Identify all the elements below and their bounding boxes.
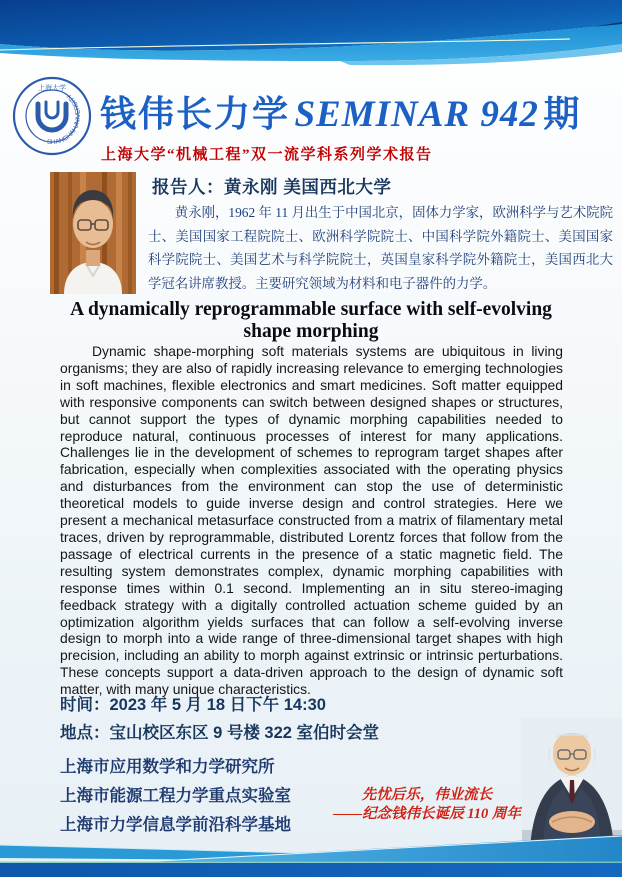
top-banner-graphic [0, 0, 622, 74]
title-chinese: 钱伟长力学 [100, 94, 291, 134]
organizer-item: 上海市力学信息学前沿科学基地 [60, 816, 291, 834]
title-suffix: 期 [543, 94, 582, 134]
bottom-banner-graphic [0, 835, 622, 877]
memorial-motto [318, 786, 536, 824]
logo-top-text: 上海大学 [38, 85, 66, 92]
talk-title [40, 299, 582, 342]
university-logo [12, 76, 92, 156]
motto-line1: 先忧后乐，伟业流长 [361, 787, 493, 803]
talk-title-line2: shape morphing [243, 320, 379, 342]
qian-weichang-photo [522, 718, 622, 850]
seminar-time: 时间：2023 年 5 月 18 日下午 14:30 [60, 696, 326, 714]
speaker-label: 报告人：黄永刚 美国西北大学 [152, 177, 392, 197]
logo-ring-text: SHANGHAI UNIVERSITY [46, 92, 83, 147]
organizer-item: 上海市能源工程力学重点实验室 [60, 787, 291, 805]
speaker-bio: 黄永刚，1962 年 11 月出生于中国北京，固体力学家，欧洲科学与艺术院院士、美国国家工程院院士、欧洲科学院院士、中国科学院外籍院士、美国国家科学院院士、美国艺术与科学院院士，英国皇家科学院外籍院士，美国西北大学冠名讲席教授。主要研究领域为材料和电子器件的力学。 [148, 205, 613, 291]
organizer-list [60, 753, 291, 840]
organizer-item: 上海市应用数学和力学研究所 [60, 758, 275, 776]
talk-abstract: Dynamic shape-morphing soft materials systems are ubiquitous in living organisms; they are also of rapidly increasing relevance to emerging technologies in soft machines, flexible electronics and smart medicines. Soft matter equipped with responsive components can switch between designed shapes or structures, but cannot support the types of dynamic morphing capabilities needed to reproduce natural, continuous processes of interest for many applications. Challenges lie in the development of schemes to reprogram target shapes after fabrication, especially when complexities associated with the operating physics and disturbances from the environment can stop the use of deterministic theoretical models to guide inverse design and control strategies. Here we present a mechanical metasurface constructed from a matrix of filamentary metal traces, driven by reprogrammable, distributed Lorentz forces that follow from the passage of electrical currents in the presence of a static magnetic field. The resulting system demonstrates complex, dynamic morphing capabilities with response times within 0.1 second. Implementing an in situ stereo-imaging feedback strategy with a digitally controlled actuation scheme guided by an optimization algorithm yields surfaces that can follow a self-evolving inverse design to morph into a wide range of three-dimensional target shapes with high precision, including an ability to morph against extrinsic or intrinsic perturbations. These concepts support a data-driven approach to the design of dynamic soft matter, with many unique characteristics. [60, 343, 563, 698]
title-latin: SEMINAR 942 [294, 94, 539, 135]
talk-title-line1: A dynamically reprogrammable surface with self-evolving [70, 299, 552, 320]
motto-line2: ——纪念钱伟长诞辰 110 周年 [333, 806, 521, 822]
speaker-photo [50, 172, 136, 294]
page-title [100, 86, 615, 137]
seminar-location: 地点：宝山校区东区 9 号楼 322 室伯时会堂 [60, 724, 380, 742]
series-subtitle: 上海大学“机械工程”双一流学科系列学术报告 [101, 147, 433, 163]
